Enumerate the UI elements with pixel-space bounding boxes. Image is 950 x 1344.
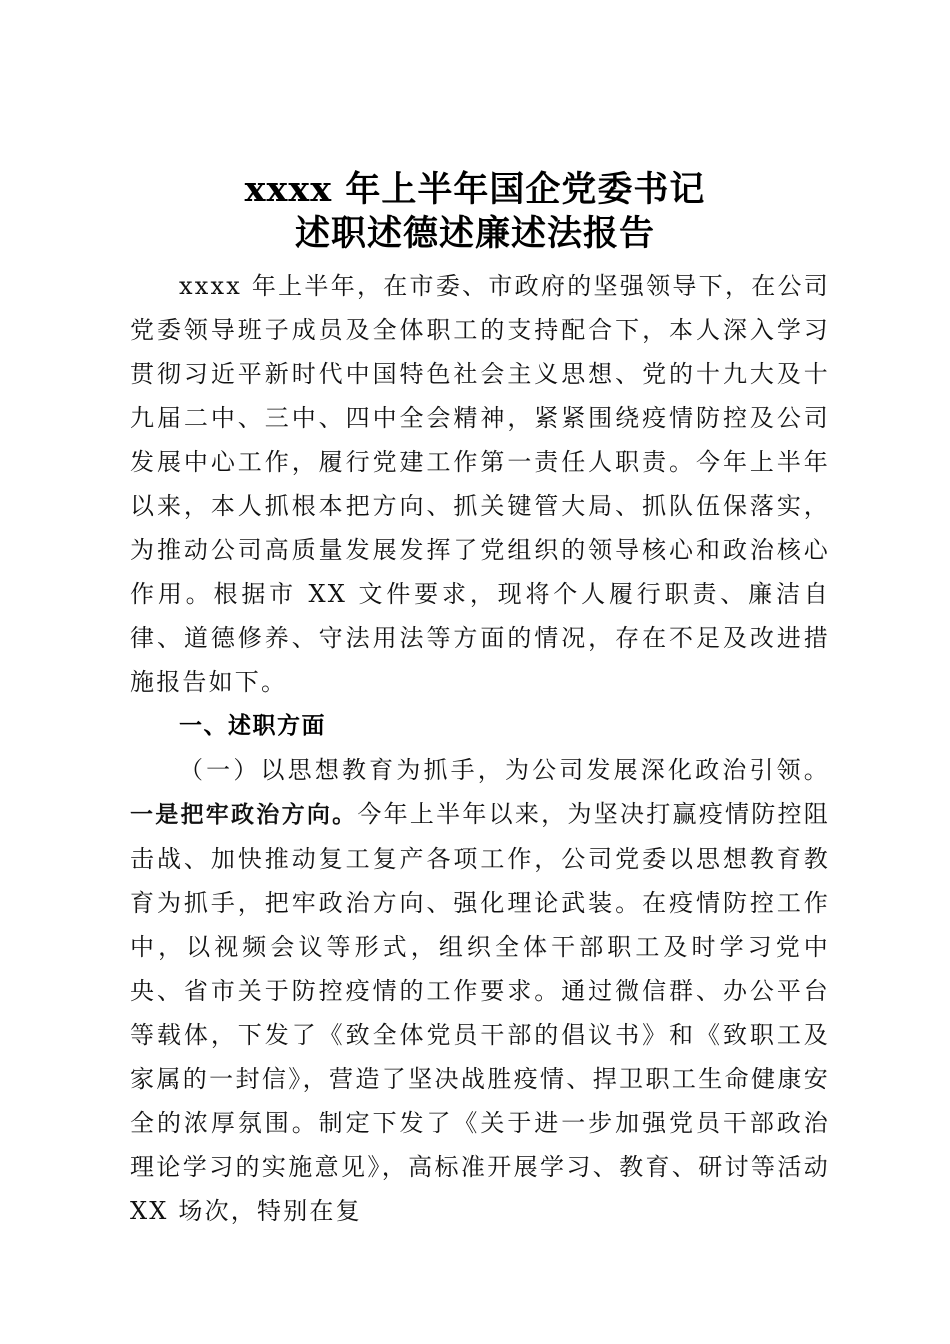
document-body	[130, 264, 830, 1233]
section-heading-duty: 一、述职方面	[179, 713, 326, 739]
intro-paragraph: xxxx 年上半年，在市委、市政府的坚强领导下，在公司党委领导班子成员及全体职工的支持配合下，本人深入学习贯彻习近平新时代中国特色社会主义思想、党的十九大及十九届二中、三中、四中全会精神，紧紧围绕疫情防控及公司发展中心工作，履行党建工作第一责任人职责。今年上半年以来，本人抓根本把方向、抓关键管大局、抓队伍保落实，为推动公司高质量发展发挥了党组织的领导核心和政治核心作用。根据市 XX 文件要求，现将个人履行职责、廉洁自律、道德修养、守法用法等方面的情况，存在不足及改进措施报告如下。	[130, 272, 830, 696]
bold-lead-point: 一是把牢政治方向。	[130, 802, 358, 828]
subsection-body-text: 今年上半年以来，为坚决打赢疫情防控阻击战、加快推动复工复产各项工作，公司党委以思想教育教育为抓手，把牢政治方向、强化理论武装。在疫情防控工作中，以视频会议等形式，组织全体干部职工及时学习党中央、省市关于防控疫情的工作要求。通过微信群、办公平台等载体，下发了《致全体党员干部的倡议书》和《致职工及家属的一封信》，营造了坚决战胜疫情、捍卫职工生命健康安全的浓厚氛围。制定下发了《关于进一步加强党员干部政治理论学习的实施意见》，高标准开展学习、教育、研讨等活动 XX 场次，特别在复	[130, 800, 830, 1225]
subsection-title: （一）以思想教育为抓手，为公司发展深化政治引领。	[179, 756, 830, 784]
document-title-line-2: 述职述德述廉述法报告	[294, 213, 655, 254]
subsection-paragraph-ideology	[130, 748, 830, 1233]
document-title-line-1: xxxx 年上半年国企党委书记	[244, 169, 706, 210]
